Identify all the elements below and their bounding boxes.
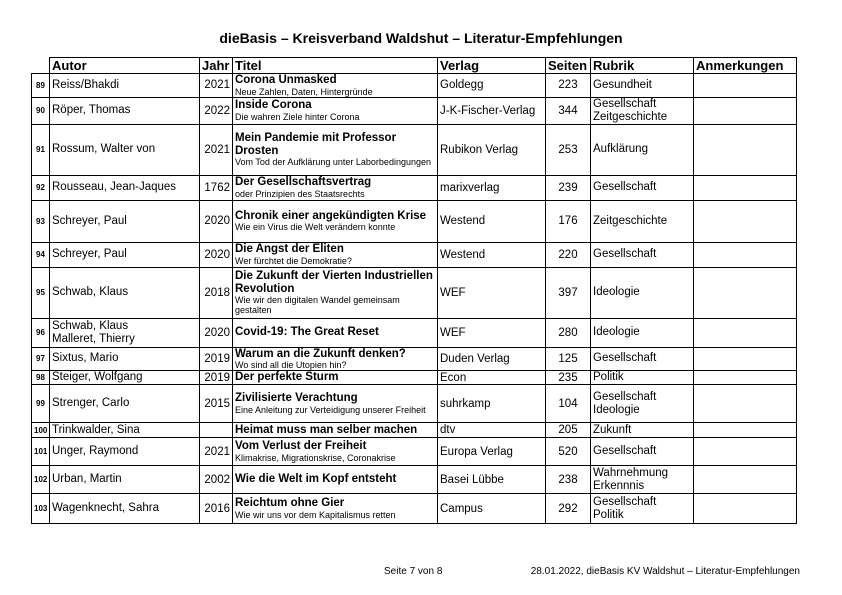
row-number: 92 [32, 175, 50, 200]
book-title: Reichtum ohne Gier [235, 497, 345, 510]
cell-rubrik [591, 494, 694, 524]
cell-anmerkungen [694, 318, 797, 347]
cell-autor [50, 175, 200, 200]
book-title: Die Angst der Eliten [235, 243, 344, 256]
cell-autor [50, 242, 200, 267]
page-title: dieBasis – Kreisverband Waldshut – Literatur-Empfehlungen [219, 30, 623, 46]
table-row [32, 267, 797, 318]
cell-verlag: Duden Verlag [438, 347, 546, 371]
cell-verlag: J-K-Fischer-Verlag [438, 97, 546, 124]
cell-anmerkungen [694, 200, 797, 242]
table-row [32, 97, 797, 124]
row-number: 89 [32, 74, 50, 98]
cell-autor [50, 318, 200, 347]
cell-anmerkungen [694, 438, 797, 466]
cell-seiten: 223 [546, 74, 591, 98]
cell-anmerkungen [694, 385, 797, 423]
cell-anmerkungen [694, 423, 797, 438]
book-subtitle: Wie wir den digitalen Wandel gemeinsam gestalten [235, 295, 400, 315]
cell-seiten: 238 [546, 466, 591, 494]
cell-titel [233, 267, 438, 318]
row-number: 93 [32, 200, 50, 242]
cell-seiten: 220 [546, 242, 591, 267]
cell-autor [50, 385, 200, 423]
author-name: Röper, Thomas [52, 104, 131, 116]
cell-titel [233, 175, 438, 200]
cell-autor [50, 124, 200, 175]
rubrik-entry: Gesellschaft [593, 445, 657, 457]
cell-titel [233, 97, 438, 124]
cell-rubrik [591, 466, 694, 494]
book-subtitle: Neue Zahlen, Daten, Hintergründe [235, 86, 373, 97]
row-number: 91 [32, 124, 50, 175]
book-title: Covid-19: The Great Reset [235, 326, 379, 339]
cell-seiten: 176 [546, 200, 591, 242]
author-name: Trinkwalder, Sina [52, 423, 140, 436]
cell-rubrik [591, 74, 694, 98]
cell-seiten: 239 [546, 175, 591, 200]
cell-jahr: 1762 [200, 175, 233, 200]
rubrik-entry: Gesellschaft [593, 495, 657, 508]
table-row [32, 423, 797, 438]
rubrik-entry: Gesellschaft [593, 390, 657, 403]
author-name: Strenger, Carlo [52, 397, 130, 409]
cell-anmerkungen [694, 124, 797, 175]
row-number: 97 [32, 347, 50, 371]
cell-jahr: 2021 [200, 124, 233, 175]
book-title: Wie die Welt im Kopf entsteht [235, 473, 397, 486]
rubrik-entry: Politik [593, 371, 624, 383]
rubrik-entry: Aufklärung [593, 143, 648, 155]
cell-seiten: 280 [546, 318, 591, 347]
table-row [32, 494, 797, 524]
book-subtitle: Vom Tod der Aufklärung unter Laborbedingungen [235, 157, 431, 167]
table-row [32, 200, 797, 242]
cell-jahr: 2020 [200, 242, 233, 267]
cell-jahr: 2016 [200, 494, 233, 524]
table-row [32, 466, 797, 494]
row-number: 90 [32, 97, 50, 124]
row-number: 100 [32, 423, 50, 438]
book-subtitle: oder Prinzipien des Staatsrechts [235, 188, 365, 199]
table-row [32, 318, 797, 347]
book-title: Zivilisierte Verachtung [235, 392, 358, 405]
cell-jahr: 2021 [200, 74, 233, 98]
cell-jahr: 2022 [200, 97, 233, 124]
cell-anmerkungen [694, 242, 797, 267]
table-body [32, 74, 797, 524]
footer-info: 28.01.2022, dieBasis KV Waldshut – Literatur-Empfehlungen [530, 566, 800, 577]
cell-anmerkungen [694, 97, 797, 124]
cell-seiten: 397 [546, 267, 591, 318]
table-row [32, 347, 797, 371]
book-subtitle: Klimakrise, Migrationskrise, Coronakrise [235, 452, 396, 463]
rubrik-entry: Zukunft [593, 423, 632, 436]
cell-rubrik [591, 200, 694, 242]
cell-rubrik [591, 371, 694, 385]
book-subtitle: Eine Anleitung zur Verteidigung unserer Freiheit [235, 404, 426, 415]
rubrik-entry: Ideologie [593, 403, 640, 416]
cell-verlag: suhrkamp [438, 385, 546, 423]
cell-seiten: 344 [546, 97, 591, 124]
cell-rubrik [591, 175, 694, 200]
header-autor: Autor [50, 58, 200, 74]
book-title: Heimat muss man selber machen [235, 423, 418, 436]
cell-autor [50, 74, 200, 98]
rubrik-entry: Ideologie [593, 326, 640, 338]
cell-verlag: Basei Lübbe [438, 466, 546, 494]
author-name: Sixtus, Mario [52, 352, 119, 365]
cell-titel [233, 200, 438, 242]
cell-rubrik [591, 385, 694, 423]
cell-jahr: 2020 [200, 200, 233, 242]
author-name: Schwab, Klaus [52, 319, 129, 332]
rubrik-entry: Politik [593, 508, 624, 521]
cell-verlag: Westend [438, 200, 546, 242]
author-name: Urban, Martin [52, 473, 122, 485]
cell-jahr: 2019 [200, 347, 233, 371]
cell-titel [233, 347, 438, 371]
rubrik-entry: Zeitgeschichte [593, 214, 668, 227]
cell-jahr: 2015 [200, 385, 233, 423]
header-verlag: Verlag [438, 58, 546, 74]
cell-titel [233, 318, 438, 347]
book-title: Warum an die Zukunft denken? [235, 347, 406, 360]
cell-verlag: Campus [438, 494, 546, 524]
row-number: 102 [32, 466, 50, 494]
cell-anmerkungen [694, 267, 797, 318]
cell-titel [233, 438, 438, 466]
cell-seiten: 125 [546, 347, 591, 371]
cell-anmerkungen [694, 347, 797, 371]
author-name: Schreyer, Paul [52, 214, 127, 227]
cell-autor [50, 97, 200, 124]
cell-autor [50, 371, 200, 385]
rubrik-entry: Gesellschaft [593, 181, 657, 193]
cell-rubrik [591, 438, 694, 466]
cell-autor [50, 200, 200, 242]
cell-seiten: 104 [546, 385, 591, 423]
cell-titel [233, 124, 438, 175]
cell-jahr: 2002 [200, 466, 233, 494]
table-header-row [32, 58, 797, 74]
rubrik-entry: Gesellschaft [593, 248, 657, 260]
rubrik-entry: Gesellschaft [593, 97, 657, 110]
cell-autor [50, 438, 200, 466]
literature-table [31, 57, 797, 524]
rubrik-entry: Gesundheit [593, 78, 652, 91]
table-row [32, 371, 797, 385]
book-title: Chronik einer angekündigten Krise [235, 209, 427, 222]
row-number: 96 [32, 318, 50, 347]
cell-jahr [200, 423, 233, 438]
cell-titel [233, 371, 438, 385]
rubrik-entry: Zeitgeschichte [593, 110, 668, 123]
author-name: Steiger, Wolfgang [52, 371, 143, 383]
cell-anmerkungen [694, 466, 797, 494]
book-title: Die Zukunft der Vierten Industriellen Revolution [235, 270, 433, 295]
cell-verlag: Rubikon Verlag [438, 124, 546, 175]
cell-jahr: 2018 [200, 267, 233, 318]
cell-anmerkungen [694, 494, 797, 524]
book-title: Inside Corona [235, 99, 312, 112]
book-title: Mein Pandemie mit Professor Drosten [235, 132, 397, 157]
book-title: Corona Unmasked [235, 74, 337, 86]
header-jahr: Jahr [200, 58, 233, 74]
cell-autor [50, 347, 200, 371]
book-subtitle: Wie wir uns vor dem Kapitalismus retten [235, 509, 396, 520]
table-row [32, 385, 797, 423]
author-name: Rossum, Walter von [52, 143, 156, 155]
header-anmerkungen: Anmerkungen [694, 58, 797, 74]
author-name: Unger, Raymond [52, 445, 139, 457]
row-number: 103 [32, 494, 50, 524]
header-number [32, 58, 50, 74]
table-row [32, 438, 797, 466]
cell-verlag: WEF [438, 318, 546, 347]
author-name: Wagenknecht, Sahra [52, 502, 159, 514]
cell-rubrik [591, 242, 694, 267]
cell-seiten: 292 [546, 494, 591, 524]
cell-verlag: Goldegg [438, 74, 546, 98]
table-row [32, 124, 797, 175]
author-name: Schreyer, Paul [52, 248, 127, 260]
book-title: Vom Verlust der Freiheit [235, 440, 367, 453]
book-subtitle: Wie ein Virus die Welt verändern konnte [235, 222, 396, 233]
cell-jahr: 2020 [200, 318, 233, 347]
table-row [32, 242, 797, 267]
cell-verlag: Econ [438, 371, 546, 385]
cell-rubrik [591, 423, 694, 438]
cell-rubrik [591, 267, 694, 318]
author-name: Schwab, Klaus [52, 286, 129, 298]
cell-rubrik [591, 124, 694, 175]
rubrik-entry: Ideologie [593, 286, 640, 298]
table-row [32, 175, 797, 200]
row-number: 94 [32, 242, 50, 267]
book-subtitle: Wo sind all die Utopien hin? [235, 360, 347, 370]
cell-anmerkungen [694, 371, 797, 385]
row-number: 98 [32, 371, 50, 385]
row-number: 95 [32, 267, 50, 318]
cell-verlag: WEF [438, 267, 546, 318]
header-rubrik: Rubrik [591, 58, 694, 74]
book-title: Der perfekte Sturm [235, 371, 339, 384]
cell-titel [233, 423, 438, 438]
cell-seiten: 520 [546, 438, 591, 466]
row-number: 101 [32, 438, 50, 466]
cell-verlag: Europa Verlag [438, 438, 546, 466]
cell-verlag: dtv [438, 423, 546, 438]
cell-seiten: 253 [546, 124, 591, 175]
book-subtitle: Die wahren Ziele hinter Corona [235, 111, 360, 122]
cell-titel [233, 494, 438, 524]
author-name: Malleret, Thierry [52, 332, 135, 345]
cell-jahr: 2019 [200, 371, 233, 385]
cell-jahr: 2021 [200, 438, 233, 466]
cell-autor [50, 494, 200, 524]
book-subtitle: Wer fürchtet die Demokratie? [235, 255, 352, 266]
cell-verlag: marixverlag [438, 175, 546, 200]
cell-autor [50, 267, 200, 318]
cell-rubrik [591, 347, 694, 371]
cell-seiten: 235 [546, 371, 591, 385]
cell-titel [233, 242, 438, 267]
table-row [32, 74, 797, 98]
rubrik-entry: Wahrnehmung [593, 466, 669, 479]
cell-titel [233, 385, 438, 423]
cell-verlag: Westend [438, 242, 546, 267]
footer-page-number: Seite 7 von 8 [384, 566, 443, 577]
cell-rubrik [591, 318, 694, 347]
cell-anmerkungen [694, 175, 797, 200]
rubrik-entry: Gesellschaft [593, 352, 657, 365]
author-name: Reiss/Bhakdi [52, 78, 120, 91]
cell-anmerkungen [694, 74, 797, 98]
header-seiten: Seiten [546, 58, 591, 74]
cell-autor [50, 466, 200, 494]
cell-titel [233, 74, 438, 98]
cell-rubrik [591, 97, 694, 124]
cell-titel [233, 466, 438, 494]
header-titel: Titel [233, 58, 438, 74]
cell-seiten: 205 [546, 423, 591, 438]
author-name: Rousseau, Jean-Jaques [52, 181, 177, 193]
book-title: Der Gesellschaftsvertrag [235, 176, 372, 189]
row-number: 99 [32, 385, 50, 423]
cell-autor [50, 423, 200, 438]
rubrik-entry: Erkennnis [593, 479, 645, 492]
